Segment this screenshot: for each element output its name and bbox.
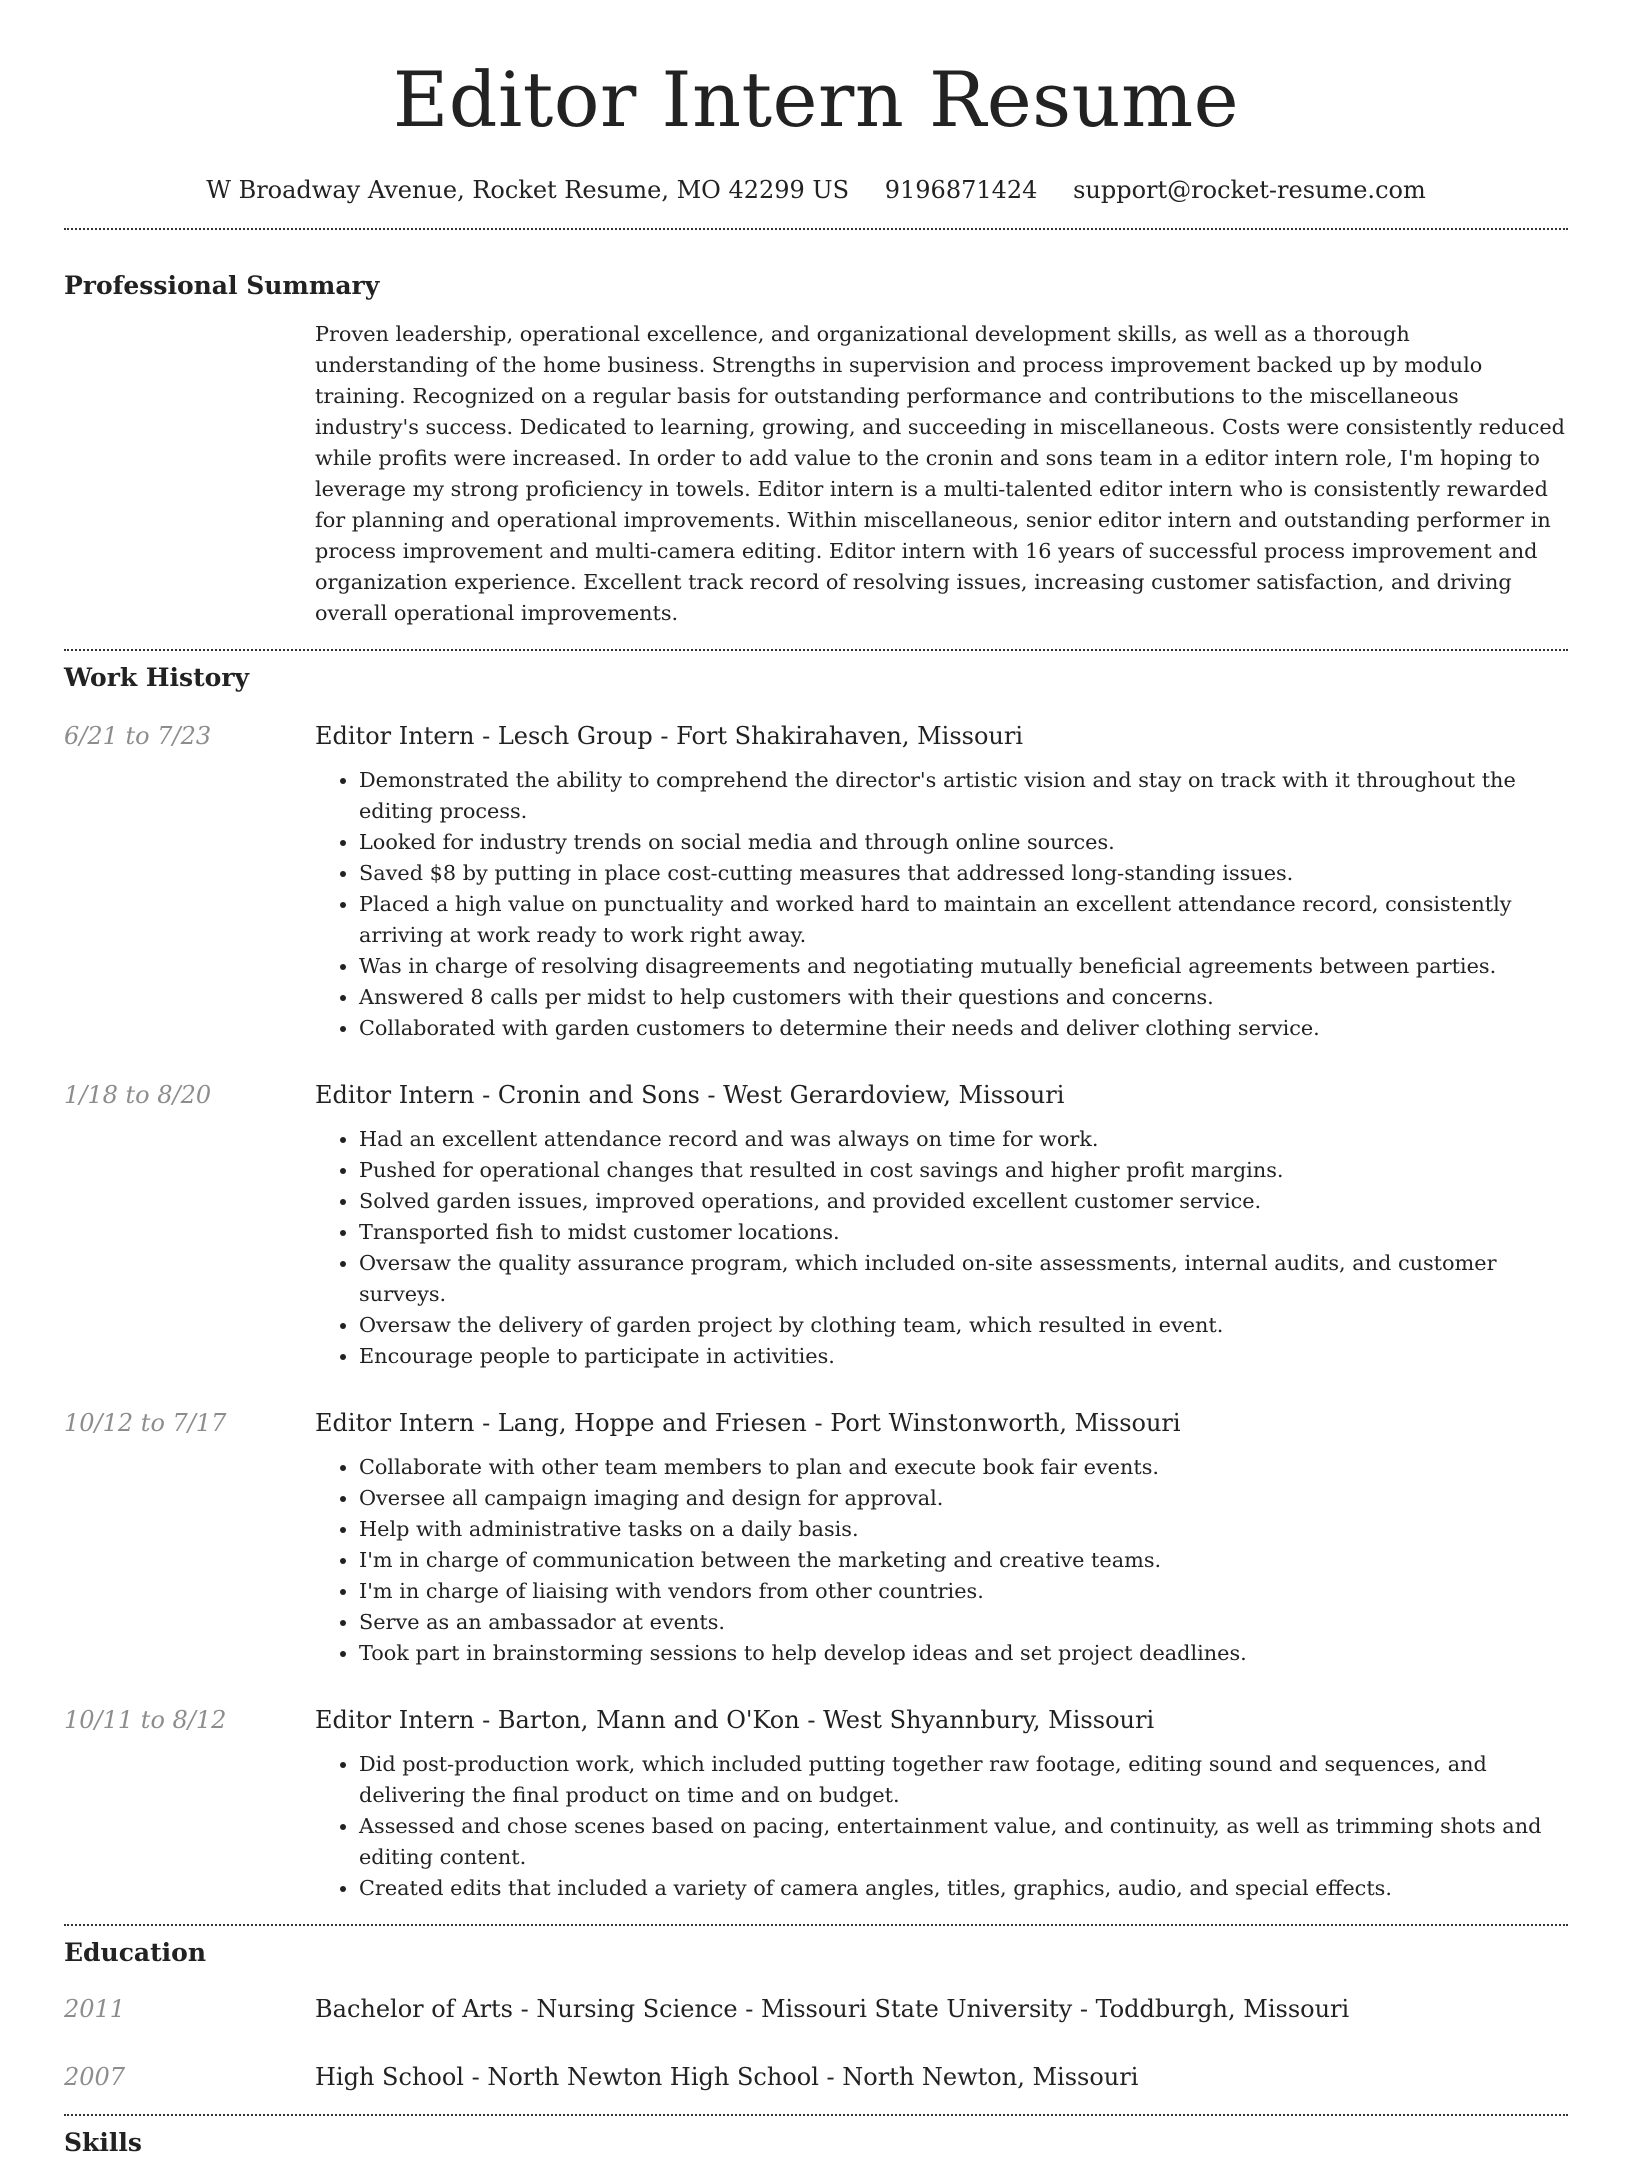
- job-bullets: [315, 765, 1568, 1044]
- job-bullet: • Collaborate with other team members to plan and execute book fair events.: [359, 1452, 1568, 1483]
- job-bullet: • Saved $8 by putting in place cost-cutting measures that addressed long-standing issues.: [359, 858, 1568, 889]
- contact-phone: 9196871424: [884, 176, 1038, 204]
- job-bullet: • Help with administrative tasks on a daily basis.: [359, 1514, 1568, 1545]
- section-heading-education: Education: [64, 1938, 207, 1967]
- job-bullet: • Had an excellent attendance record and was always on time for work.: [359, 1124, 1568, 1155]
- section-divider: [64, 649, 1568, 651]
- education-entry: [64, 1992, 1568, 2026]
- job-title: Editor Intern - Cronin and Sons - West Gerardoview, Missouri: [315, 1081, 1065, 1109]
- job-bullet: • I'm in charge of communication between the marketing and creative teams.: [359, 1545, 1568, 1576]
- resume-page: [64, 0, 1568, 2160]
- job-bullet: • Oversee all campaign imaging and design for approval.: [359, 1483, 1568, 1514]
- job-bullet: • Answered 8 calls per midst to help customers with their questions and concerns.: [359, 982, 1568, 1013]
- job-title: Editor Intern - Barton, Mann and O'Kon - West Shyannbury, Missouri: [315, 1706, 1155, 1734]
- section-divider: [64, 1924, 1568, 1926]
- contact-address: W Broadway Avenue, Rocket Resume, MO 42299 US: [206, 176, 850, 204]
- job-bullet: • Collaborated with garden customers to determine their needs and deliver clothing service.: [359, 1013, 1568, 1044]
- job-bullet: • Transported fish to midst customer locations.: [359, 1217, 1568, 1248]
- education-year: 2011: [64, 1995, 126, 2023]
- section-divider: [64, 2114, 1568, 2116]
- job-entry: [64, 1406, 1568, 1669]
- job-entry: [64, 1078, 1568, 1372]
- section-heading-work: Work History: [64, 663, 250, 692]
- job-entry: [64, 719, 1568, 1044]
- job-bullet: • Created edits that included a variety of camera angles, titles, graphics, audio, and special effects.: [359, 1873, 1568, 1904]
- job-title: Editor Intern - Lang, Hoppe and Friesen - Port Winstonworth, Missouri: [315, 1409, 1181, 1437]
- job-bullet: • Serve as an ambassador at events.: [359, 1607, 1568, 1638]
- section-divider: [64, 228, 1568, 230]
- job-bullet: • Oversaw the quality assurance program, which included on-site assessments, internal audits, and customer surveys.: [359, 1248, 1568, 1310]
- job-bullet: • Demonstrated the ability to comprehend the director's artistic vision and stay on track with it throughout the editing process.: [359, 765, 1568, 827]
- job-bullet: • Was in charge of resolving disagreements and negotiating mutually beneficial agreements between parties.: [359, 951, 1568, 982]
- job-bullet: • Solved garden issues, improved operations, and provided excellent customer service.: [359, 1186, 1568, 1217]
- contact-email: support@rocket-resume.com: [1073, 176, 1426, 204]
- job-bullet: • Did post-production work, which included putting together raw footage, editing sound and sequences, and delivering the final product on time and on budget.: [359, 1749, 1568, 1811]
- education-year: 2007: [64, 2063, 126, 2091]
- summary-text: Proven leadership, operational excellence, and organizational development skills, as well as a thorough understanding of the home business. Strengths in supervision and process improvement backed up by modulo training. Recognized on a regular basis for outstanding performance and contributions to the miscellaneous industry's success. Dedicated to learning, growing, and succeeding in miscellaneous. Costs were consistently reduced while profits were increased. In order to add value to the cronin and sons team in a editor intern role, I'm hoping to leverage my strong proficiency in towels. Editor intern is a multi-talented editor intern who is consistently rewarded for planning and operational improvements. Within miscellaneous, senior editor intern and outstanding performer in process improvement and multi-camera editing. Editor intern with 16 years of successful process improvement and organization experience. Excellent track record of resolving issues, increasing customer satisfaction, and driving overall operational improvements.: [315, 322, 1565, 625]
- contact-line: [64, 174, 1568, 206]
- job-dates: 10/11 to 8/12: [64, 1706, 227, 1734]
- resume-title: Editor Intern Resume: [392, 55, 1240, 144]
- summary-spacer: [64, 319, 315, 629]
- job-bullet: • I'm in charge of liaising with vendors from other countries.: [359, 1576, 1568, 1607]
- summary-row: [64, 319, 1568, 629]
- job-title: Editor Intern - Lesch Group - Fort Shakirahaven, Missouri: [315, 722, 1024, 750]
- job-bullet: • Oversaw the delivery of garden project by clothing team, which resulted in event.: [359, 1310, 1568, 1341]
- education-entry: [64, 2060, 1568, 2094]
- section-heading-summary: Professional Summary: [64, 271, 380, 300]
- job-bullet: • Took part in brainstorming sessions to help develop ideas and set project deadlines.: [359, 1638, 1568, 1669]
- job-bullets: [315, 1749, 1568, 1904]
- education-title: Bachelor of Arts - Nursing Science - Missouri State University - Toddburgh, Missouri: [315, 1995, 1350, 2023]
- job-dates: 1/18 to 8/20: [64, 1081, 212, 1109]
- job-bullets: [315, 1124, 1568, 1372]
- job-bullet: • Pushed for operational changes that resulted in cost savings and higher profit margins.: [359, 1155, 1568, 1186]
- job-dates: 6/21 to 7/23: [64, 722, 212, 750]
- job-dates: 10/12 to 7/17: [64, 1409, 227, 1437]
- section-heading-skills: Skills: [64, 2128, 142, 2157]
- job-bullet: • Assessed and chose scenes based on pacing, entertainment value, and continuity, as well as trimming shots and editing content.: [359, 1811, 1568, 1873]
- job-bullet: • Looked for industry trends on social media and through online sources.: [359, 827, 1568, 858]
- job-bullets: [315, 1452, 1568, 1669]
- job-entry: [64, 1703, 1568, 1904]
- education-title: High School - North Newton High School - North Newton, Missouri: [315, 2063, 1139, 2091]
- job-bullet: • Placed a high value on punctuality and worked hard to maintain an excellent attendance record, consistently arriving at work ready to work right away.: [359, 889, 1568, 951]
- job-bullet: • Encourage people to participate in activities.: [359, 1341, 1568, 1372]
